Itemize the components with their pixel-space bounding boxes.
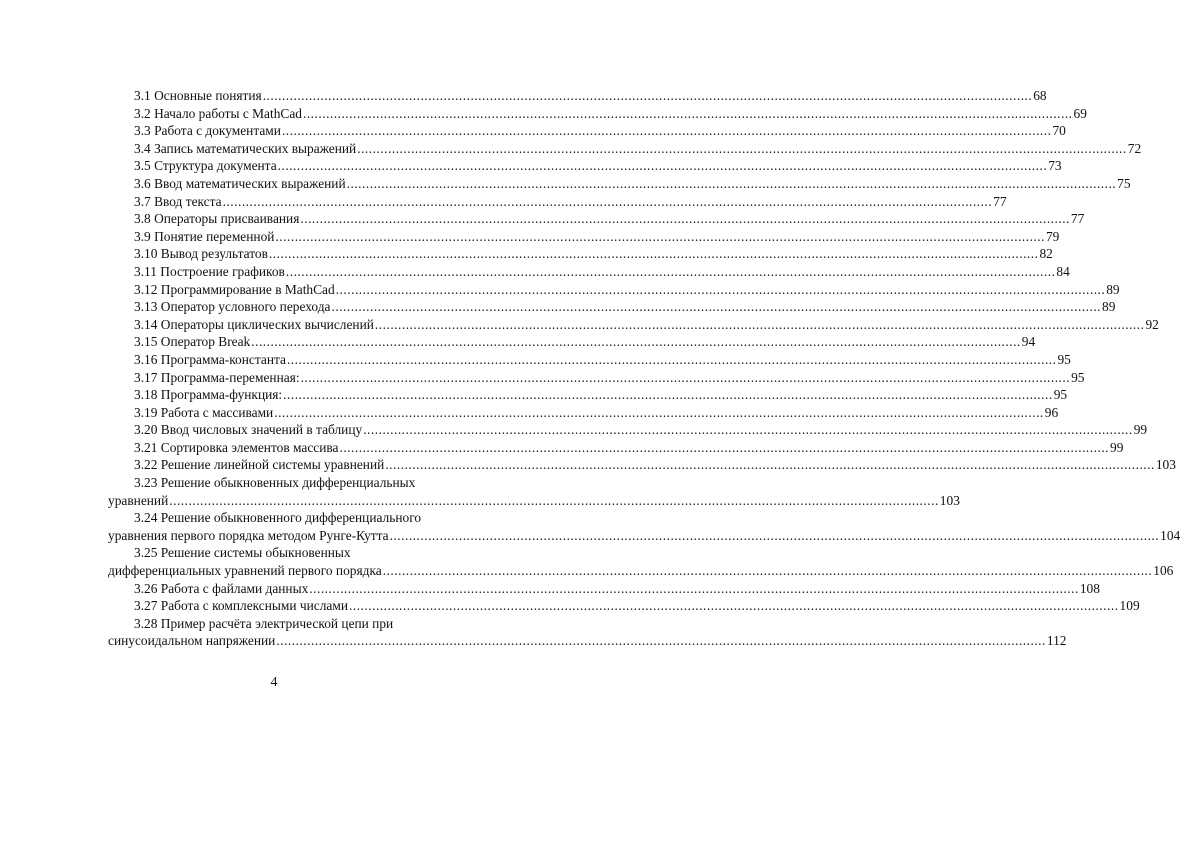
toc-leader-dots: ........................................................................................................................................................................................................ — [302, 105, 1073, 121]
toc-entry — [108, 245, 1053, 263]
toc-entry-page: 103 — [939, 492, 960, 508]
toc-entry-page: 79 — [1045, 228, 1060, 244]
toc-entry-title: уравнения первого порядка методом Рунге-Кутта — [108, 527, 389, 543]
toc-leader-dots: ........................................................................................................................................................................................................ — [363, 422, 1133, 438]
toc-entry-title: 3.1 Основные понятия — [134, 88, 262, 103]
toc-line — [108, 404, 1059, 422]
toc-entry-title: 3.7 Ввод текста — [134, 193, 222, 209]
toc-entry — [108, 140, 1142, 158]
toc-entry-page: 75 — [1117, 175, 1131, 191]
toc-entry-page: 92 — [1145, 316, 1159, 332]
toc-entry-title: 3.17 Программа-переменная: — [134, 369, 300, 385]
toc-leader-dots: ........................................................................................................................................................................................................ — [335, 281, 1106, 297]
toc-line — [108, 316, 1159, 334]
toc-entry — [108, 105, 1087, 123]
toc-line — [108, 245, 1053, 263]
toc-line — [108, 562, 1174, 580]
toc-leader-dots: ........................................................................................................................................................................................................ — [339, 439, 1110, 455]
toc-line — [108, 122, 1066, 140]
toc-line — [108, 140, 1142, 158]
toc-entry-page: 109 — [1119, 598, 1140, 614]
page-number: 4 — [270, 675, 278, 690]
toc-entry-title: 3.16 Программа-константа — [134, 351, 286, 367]
toc-entry-page: 103 — [1155, 457, 1176, 473]
toc-leader-dots: ........................................................................................................................................................................................................ — [346, 175, 1117, 191]
toc-entry — [108, 316, 1159, 334]
toc-line — [108, 597, 1140, 615]
toc-entry-title: 3.2 Начало работы с MathCad — [134, 105, 302, 121]
toc-entry — [108, 210, 1085, 228]
toc-line — [108, 87, 1047, 105]
toc-leader-dots: ........................................................................................................................................................................................................ — [262, 88, 1033, 103]
toc-line — [108, 527, 1180, 545]
toc-entry-page: 99 — [1133, 422, 1148, 438]
toc-entry-title: 3.10 Вывод результатов — [134, 246, 268, 262]
toc-entry-page: 69 — [1073, 105, 1087, 121]
toc-leader-dots: ........................................................................................................................................................................................................ — [274, 404, 1044, 420]
toc-line — [108, 421, 1148, 439]
toc-entry — [108, 298, 1116, 316]
toc-entry — [108, 281, 1120, 299]
toc-entry-title: 3.11 Построение графиков — [134, 263, 285, 279]
toc-entry-title: 3.3 Работа с документами — [134, 123, 281, 139]
toc-entry-page: 95 — [1053, 387, 1068, 403]
toc-entry-page: 106 — [1153, 563, 1174, 579]
toc-entry-page: 89 — [1106, 281, 1120, 297]
toc-line — [108, 386, 1068, 404]
toc-line — [108, 193, 1007, 211]
toc-leader-dots: ........................................................................................................................................................................................................ — [331, 299, 1102, 315]
toc-entry — [108, 597, 1140, 615]
toc-entry — [108, 87, 1047, 105]
toc-entry-page: 94 — [1021, 334, 1036, 350]
toc-entry — [108, 509, 1180, 544]
toc-leader-dots: ........................................................................................................................................................................................................ — [222, 193, 993, 209]
toc-entry-title: 3.4 Запись математических выражений — [134, 140, 357, 156]
toc-entry-title: 3.6 Ввод математических выражений — [134, 175, 346, 191]
toc-line — [108, 175, 1131, 193]
toc-line — [108, 456, 1176, 474]
toc-leader-dots: ........................................................................................................................................................................................................ — [349, 598, 1119, 614]
toc-line — [108, 228, 1060, 246]
toc-entry-title: 3.13 Оператор условного перехода — [134, 299, 331, 315]
toc-entry-page: 104 — [1160, 527, 1180, 543]
toc-entry — [108, 580, 1100, 598]
toc-entry — [108, 228, 1060, 246]
table-of-contents — [108, 87, 1180, 650]
toc-entry-title: 3.12 Программирование в MathCad — [134, 281, 335, 297]
toc-leader-dots: ........................................................................................................................................................................................................ — [281, 123, 1052, 139]
toc-entry-page: 72 — [1127, 140, 1142, 156]
toc-line — [108, 157, 1062, 175]
toc-entry — [108, 421, 1148, 439]
toc-entry — [108, 263, 1070, 281]
toc-entry-title: 3.15 Оператор Break — [134, 334, 251, 350]
toc-line — [108, 351, 1071, 369]
toc-entry-title: 3.8 Операторы присваивания — [134, 211, 300, 227]
toc-entry-page: 68 — [1033, 88, 1047, 103]
toc-entry-title: 3.27 Работа с комплексными числами — [134, 598, 349, 614]
toc-line — [108, 439, 1124, 457]
toc-leader-dots: ........................................................................................................................................................................................................ — [385, 457, 1155, 473]
toc-leader-dots: ........................................................................................................................................................................................................ — [285, 263, 1056, 279]
toc-entry-page: 77 — [1070, 211, 1085, 227]
toc-entry-page: 112 — [1046, 633, 1067, 649]
toc-entry-title: уравнений — [108, 492, 169, 508]
toc-entry-page: 108 — [1079, 580, 1100, 596]
toc-entry — [108, 474, 960, 509]
toc-entry-title: синусоидальном напряжении — [108, 633, 276, 649]
toc-entry — [108, 439, 1124, 457]
toc-entry-title-first-line: 3.28 Пример расчёта электрической цепи при — [134, 615, 394, 631]
toc-line — [108, 210, 1085, 228]
toc-entry-title-first-line: 3.23 Решение обыкновенных дифференциальных — [134, 475, 416, 491]
toc-entry — [108, 404, 1059, 422]
toc-entry — [108, 122, 1066, 140]
toc-entry-title: 3.26 Работа с файлами данных — [134, 580, 309, 596]
toc-entry-title: 3.20 Ввод числовых значений в таблицу — [134, 422, 363, 438]
toc-leader-dots: ........................................................................................................................................................................................................ — [382, 563, 1153, 579]
toc-entry-page: 84 — [1056, 263, 1070, 279]
toc-entry-title: 3.19 Работа с массивами — [134, 404, 274, 420]
toc-entry-page: 89 — [1102, 299, 1116, 315]
toc-entry-page: 96 — [1044, 404, 1059, 420]
toc-entry-title: 3.9 Понятие переменной — [134, 228, 275, 244]
toc-leader-dots: ........................................................................................................................................................................................................ — [357, 140, 1127, 156]
toc-line — [108, 105, 1087, 123]
toc-leader-dots: ........................................................................................................................................................................................................ — [300, 211, 1070, 227]
toc-leader-dots: ........................................................................................................................................................................................................ — [389, 527, 1160, 543]
toc-entry-title: дифференциальных уравнений первого порядка — [108, 563, 382, 579]
toc-line — [108, 333, 1036, 351]
toc-entry — [108, 333, 1036, 351]
toc-entry-title: 3.18 Программа-функция: — [134, 387, 283, 403]
toc-leader-dots: ........................................................................................................................................................................................................ — [374, 316, 1145, 332]
toc-entry-title: 3.22 Решение линейной системы уравнений — [134, 457, 385, 473]
toc-entry — [108, 456, 1176, 474]
toc-line — [108, 492, 960, 510]
toc-line — [108, 263, 1070, 281]
toc-entry-title: 3.14 Операторы циклических вычислений — [134, 316, 374, 332]
toc-entry-page: 73 — [1048, 158, 1062, 174]
toc-leader-dots: ........................................................................................................................................................................................................ — [276, 633, 1046, 649]
toc-entry-page: 95 — [1071, 369, 1085, 385]
toc-entry — [108, 193, 1007, 211]
toc-line — [108, 580, 1100, 598]
toc-line — [108, 632, 1067, 650]
toc-line — [108, 298, 1116, 316]
toc-entry — [108, 544, 1174, 579]
toc-entry — [108, 351, 1071, 369]
toc-entry-page: 99 — [1110, 439, 1124, 455]
toc-leader-dots: ........................................................................................................................................................................................................ — [169, 492, 939, 508]
toc-entry-title-first-line: 3.24 Решение обыкновенного дифференциального — [134, 510, 422, 526]
toc-entry-page: 82 — [1039, 246, 1053, 262]
toc-leader-dots: ........................................................................................................................................................................................................ — [275, 228, 1045, 244]
toc-entry — [108, 615, 1067, 650]
toc-entry-title: 3.21 Сортировка элементов массива — [134, 439, 339, 455]
toc-leader-dots: ........................................................................................................................................................................................................ — [309, 580, 1079, 596]
toc-leader-dots: ........................................................................................................................................................................................................ — [251, 334, 1021, 350]
toc-leader-dots: ........................................................................................................................................................................................................ — [268, 246, 1039, 262]
toc-leader-dots: ........................................................................................................................................................................................................ — [300, 369, 1071, 385]
toc-entry — [108, 175, 1131, 193]
toc-leader-dots: ........................................................................................................................................................................................................ — [283, 387, 1053, 403]
toc-leader-dots: ........................................................................................................................................................................................................ — [286, 351, 1057, 367]
toc-entry-title-first-line: 3.25 Решение системы обыкновенных — [134, 545, 351, 561]
toc-entry-title: 3.5 Структура документа — [134, 158, 277, 174]
toc-line — [108, 369, 1085, 387]
toc-entry — [108, 369, 1085, 387]
toc-entry-page: 70 — [1052, 123, 1066, 139]
toc-entry-page: 95 — [1057, 351, 1071, 367]
toc-entry — [108, 386, 1068, 404]
toc-line — [108, 281, 1120, 299]
toc-entry — [108, 157, 1062, 175]
toc-leader-dots: ........................................................................................................................................................................................................ — [277, 158, 1048, 174]
toc-entry-page: 77 — [993, 193, 1007, 209]
